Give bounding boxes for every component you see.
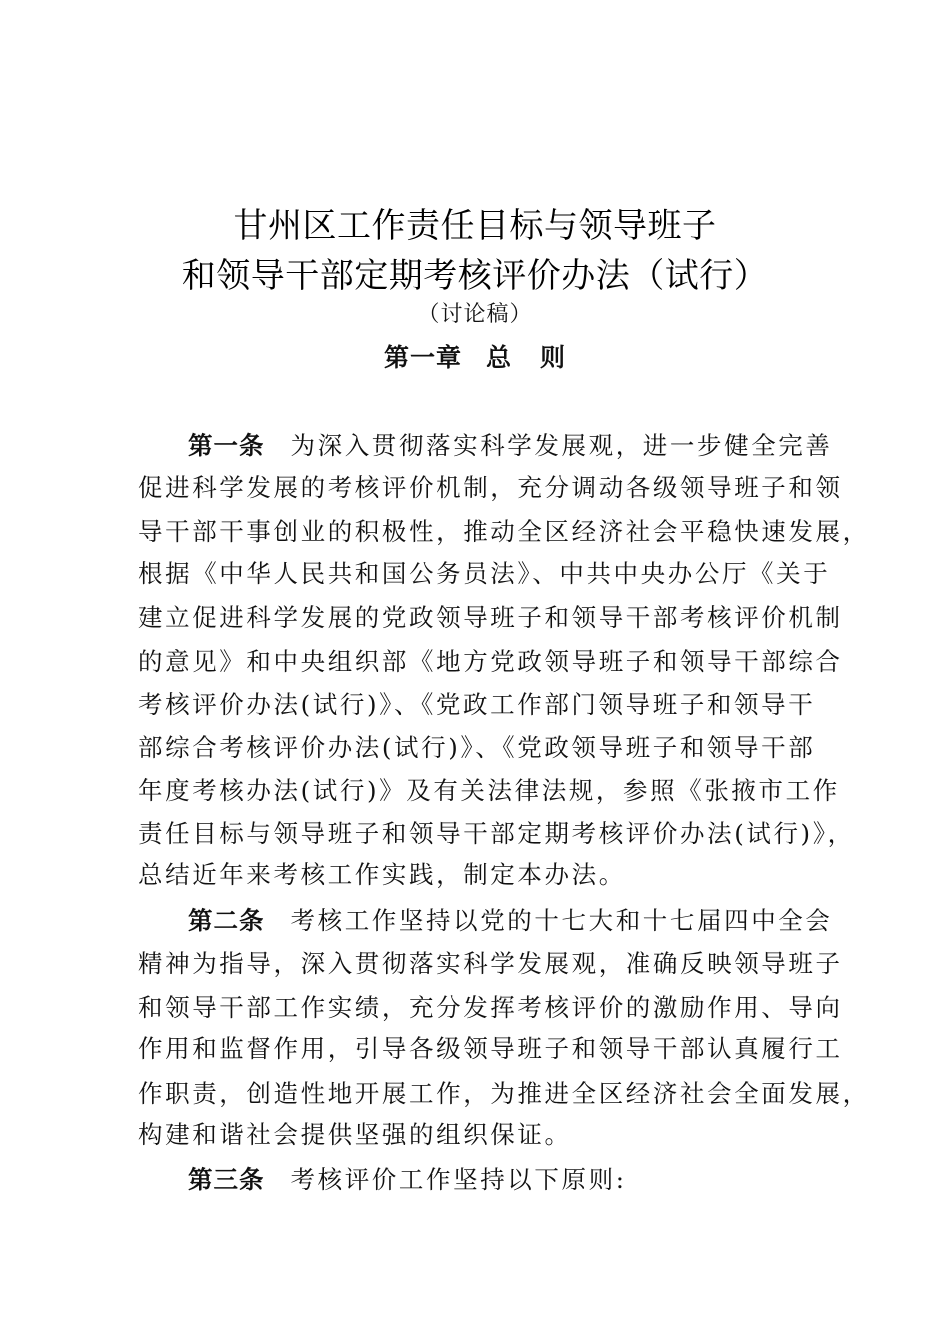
article-1-line-4: 根据《中华人民共和国公务员法》、中共中央办公厅《关于 [138, 559, 831, 588]
article-2-text: 考核工作坚持以党的十七大和十七届四中全会 [290, 906, 833, 935]
article-3-label: 第三条 [188, 1165, 265, 1194]
document-title-line1: 甘州区工作责任目标与领导班子 [233, 206, 717, 246]
article-3-text: 考核评价工作坚持以下原则: [290, 1165, 627, 1194]
article-2-line-4: 作用和监督作用，引导各级领导班子和领导干部认真履行工 [138, 1034, 843, 1063]
article-2-line-1 [188, 904, 838, 938]
article-2-line-5: 作职责，创造性地开展工作，为推进全区经济社会全面发展， [138, 1079, 870, 1108]
article-1-label: 第一条 [188, 431, 265, 460]
article-3-line-1 [188, 1163, 838, 1197]
article-1-line-11: 总结近年来考核工作实践，制定本办法。 [138, 860, 626, 889]
article-1-line-5: 建立促进科学发展的党政领导班子和领导干部考核评价机制 [138, 603, 843, 632]
chapter-heading [0, 342, 950, 374]
article-1-line-2: 促进科学发展的考核评价机制，充分调动各级领导班子和领 [138, 473, 843, 502]
article-2-label: 第二条 [188, 906, 265, 935]
chapter-number: 第一章 [383, 343, 462, 372]
document-title-line2: 和领导干部定期考核评价办法（试行） [181, 256, 769, 296]
article-1-line-9: 年度考核办法(试行)》及有关法律法规，参照《张掖市工作 [138, 776, 840, 805]
article-1-line-3: 导干部干事创业的积极性，推动全区经济社会平稳快速发展， [138, 517, 870, 546]
chapter-name-part2: 则 [540, 343, 567, 372]
article-1-line-6: 的意见》和中央组织部《地方党政领导班子和领导干部综合 [138, 647, 843, 676]
article-2-line-2: 精神为指导，深入贯彻落实科学发展观，准确反映领导班子 [138, 949, 843, 978]
article-1-text: 为深入贯彻落实科学发展观，进一步健全完善 [290, 431, 833, 460]
document-subtitle: （讨论稿） [417, 302, 533, 327]
article-1-line-1 [188, 429, 838, 463]
chapter-name-part1: 总 [485, 343, 512, 372]
article-1-line-10: 责任目标与领导班子和领导干部定期考核评价办法(试行)》， [138, 819, 855, 848]
article-1-line-7: 考核评价办法(试行)》、《党政工作部门领导班子和领导干 [138, 690, 816, 719]
article-2-line-3: 和领导干部工作实绩，充分发挥考核评价的激励作用、导向 [138, 993, 843, 1022]
article-2-line-6: 构建和谐社会提供坚强的组织保证。 [138, 1120, 572, 1149]
article-1-line-8: 部综合考核评价办法(试行)》、《党政领导班子和领导干部 [138, 733, 816, 762]
